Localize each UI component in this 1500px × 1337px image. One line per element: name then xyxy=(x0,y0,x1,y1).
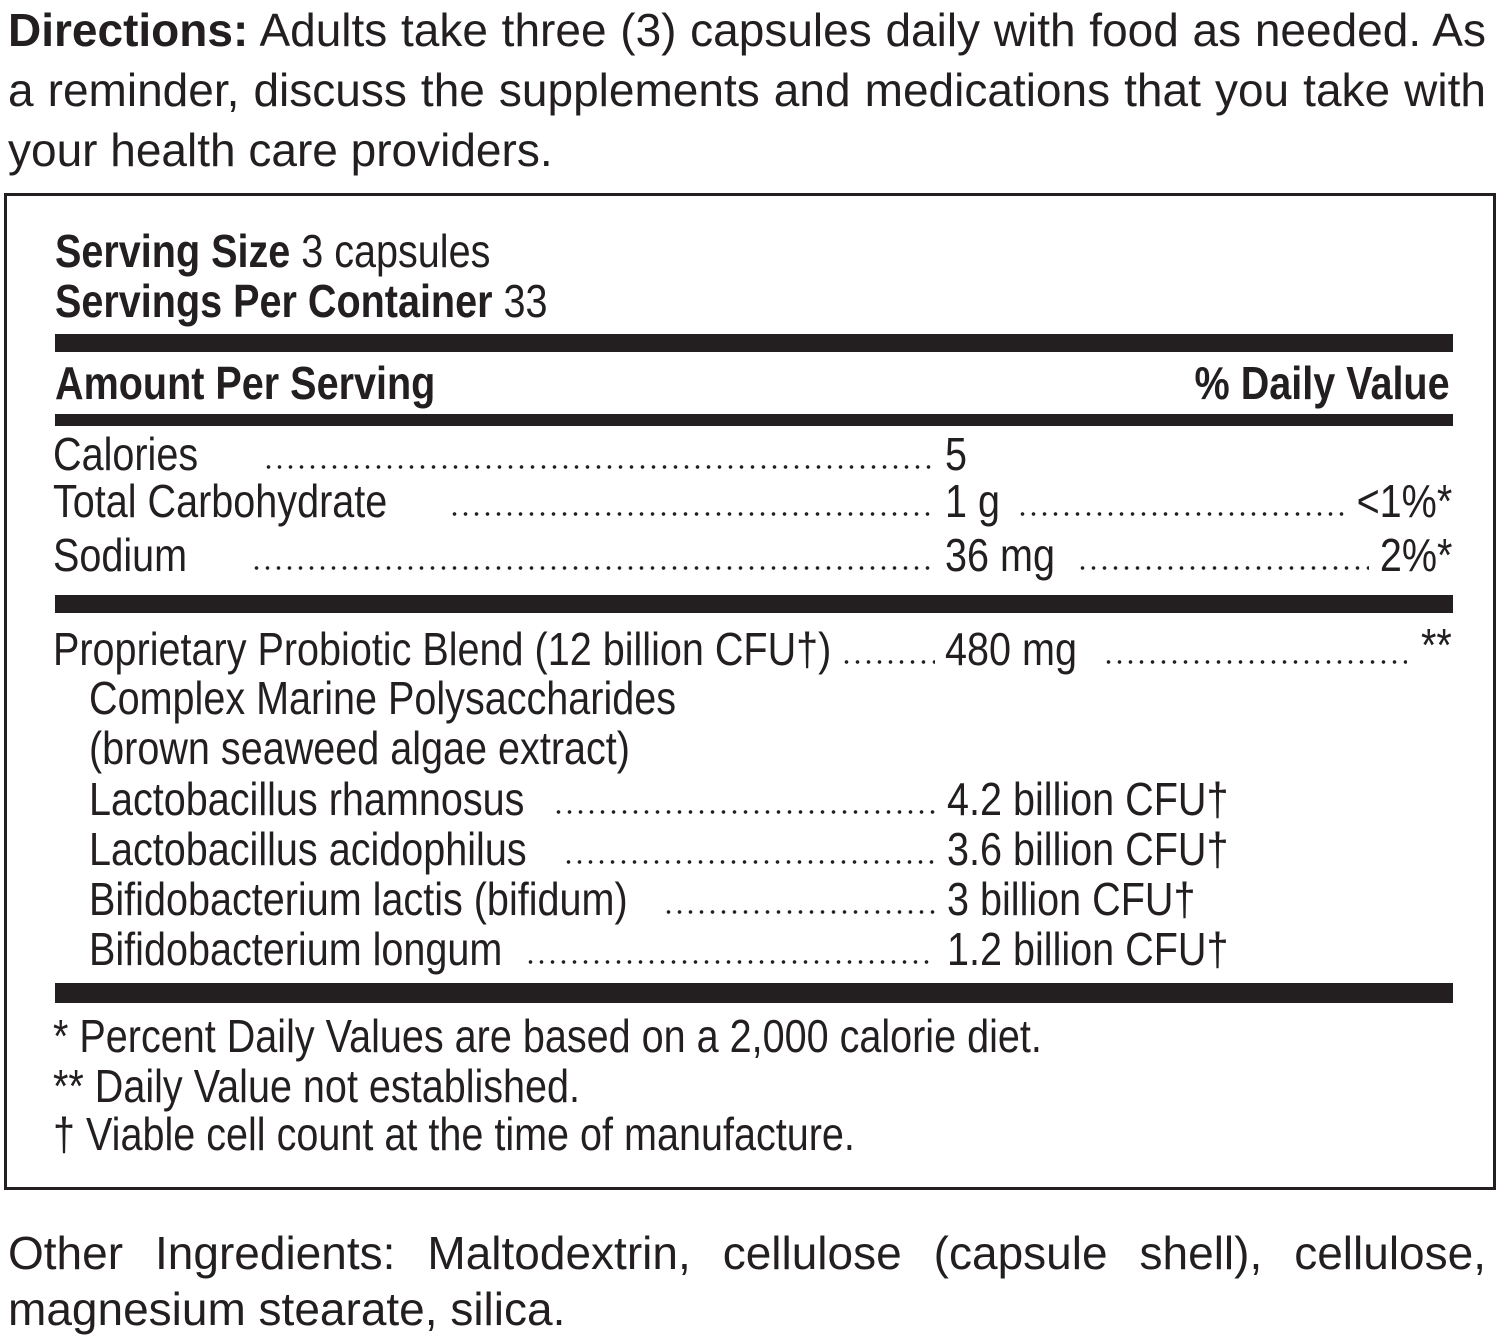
serving-size-value: 3 capsules xyxy=(301,225,491,277)
footnote-viable-cell-count: † Viable cell count at the time of manufacture. xyxy=(53,1108,855,1160)
thick-divider-bottom xyxy=(55,983,1453,1003)
leader-dots xyxy=(663,909,935,915)
supplement-facts-panel xyxy=(4,193,1496,1190)
blend-sub-line-2: (brown seaweed algae extract) xyxy=(89,722,630,774)
strain-name: Lactobacillus rhamnosus xyxy=(89,773,525,825)
strain-amount: 3.6 billion CFU† xyxy=(947,823,1229,875)
servings-label: Servings Per Container xyxy=(55,275,493,327)
nutrient-dv-sodium: 2%* xyxy=(1379,529,1452,581)
servings-value: 33 xyxy=(503,275,548,327)
strain-name: Lactobacillus acidophilus xyxy=(89,823,527,875)
divider-header xyxy=(55,414,1453,426)
daily-value-header: % Daily Value xyxy=(1194,357,1450,409)
strain-amount: 1.2 billion CFU† xyxy=(947,923,1229,975)
nutrient-name-carbohydrate: Total Carbohydrate xyxy=(53,475,388,527)
nutrient-amount-calories: 5 xyxy=(945,428,968,480)
thick-divider-top xyxy=(55,334,1453,352)
nutrient-dv-carbohydrate: <1%* xyxy=(1356,475,1452,527)
leader-dots xyxy=(1017,511,1347,517)
amount-per-serving-header: Amount Per Serving xyxy=(55,357,436,409)
leader-dots xyxy=(841,659,935,665)
thick-divider-middle xyxy=(55,595,1453,613)
directions-label: Directions: xyxy=(8,4,249,56)
nutrient-name-sodium: Sodium xyxy=(53,529,188,581)
leader-dots xyxy=(563,859,935,865)
leader-dots xyxy=(449,511,935,517)
strain-name: Bifidobacterium lactis (bifidum) xyxy=(89,873,628,925)
blend-amount: 480 mg xyxy=(945,623,1077,675)
blend-sub-line-1: Complex Marine Polysaccharides xyxy=(89,672,677,724)
leader-dots xyxy=(263,464,935,470)
nutrient-name-calories: Calories xyxy=(53,428,199,480)
nutrient-amount-sodium: 36 mg xyxy=(945,529,1055,581)
blend-dv: ** xyxy=(1421,619,1452,671)
other-ingredients: Other Ingredients: Maltodextrin, cellulose (capsule shell), cellulose, magnesium stearate, silica. xyxy=(8,1227,1486,1335)
blend-name: Proprietary Probiotic Blend (12 billion CFU†) xyxy=(53,623,832,675)
footnote-not-established: ** Daily Value not established. xyxy=(53,1060,581,1112)
nutrient-amount-carbohydrate: 1 g xyxy=(945,475,1000,527)
strain-amount: 3 billion CFU† xyxy=(947,873,1196,925)
leader-dots xyxy=(553,809,935,815)
directions-text: Adults take three (3) capsules daily with food as needed. As a reminder, discuss the supplements and medications that you take with your health care providers. xyxy=(8,4,1486,176)
serving-size xyxy=(55,226,490,276)
footnote-daily-values: * Percent Daily Values are based on a 2,000 calorie diet. xyxy=(53,1010,1042,1062)
strain-name: Bifidobacterium longum xyxy=(89,923,503,975)
leader-dots xyxy=(251,565,935,571)
servings-per-container xyxy=(55,276,547,326)
strain-amount: 4.2 billion CFU† xyxy=(947,773,1229,825)
leader-dots xyxy=(525,959,935,965)
directions-paragraph xyxy=(8,0,1486,180)
leader-dots xyxy=(1103,659,1407,665)
serving-size-label: Serving Size xyxy=(55,225,291,277)
